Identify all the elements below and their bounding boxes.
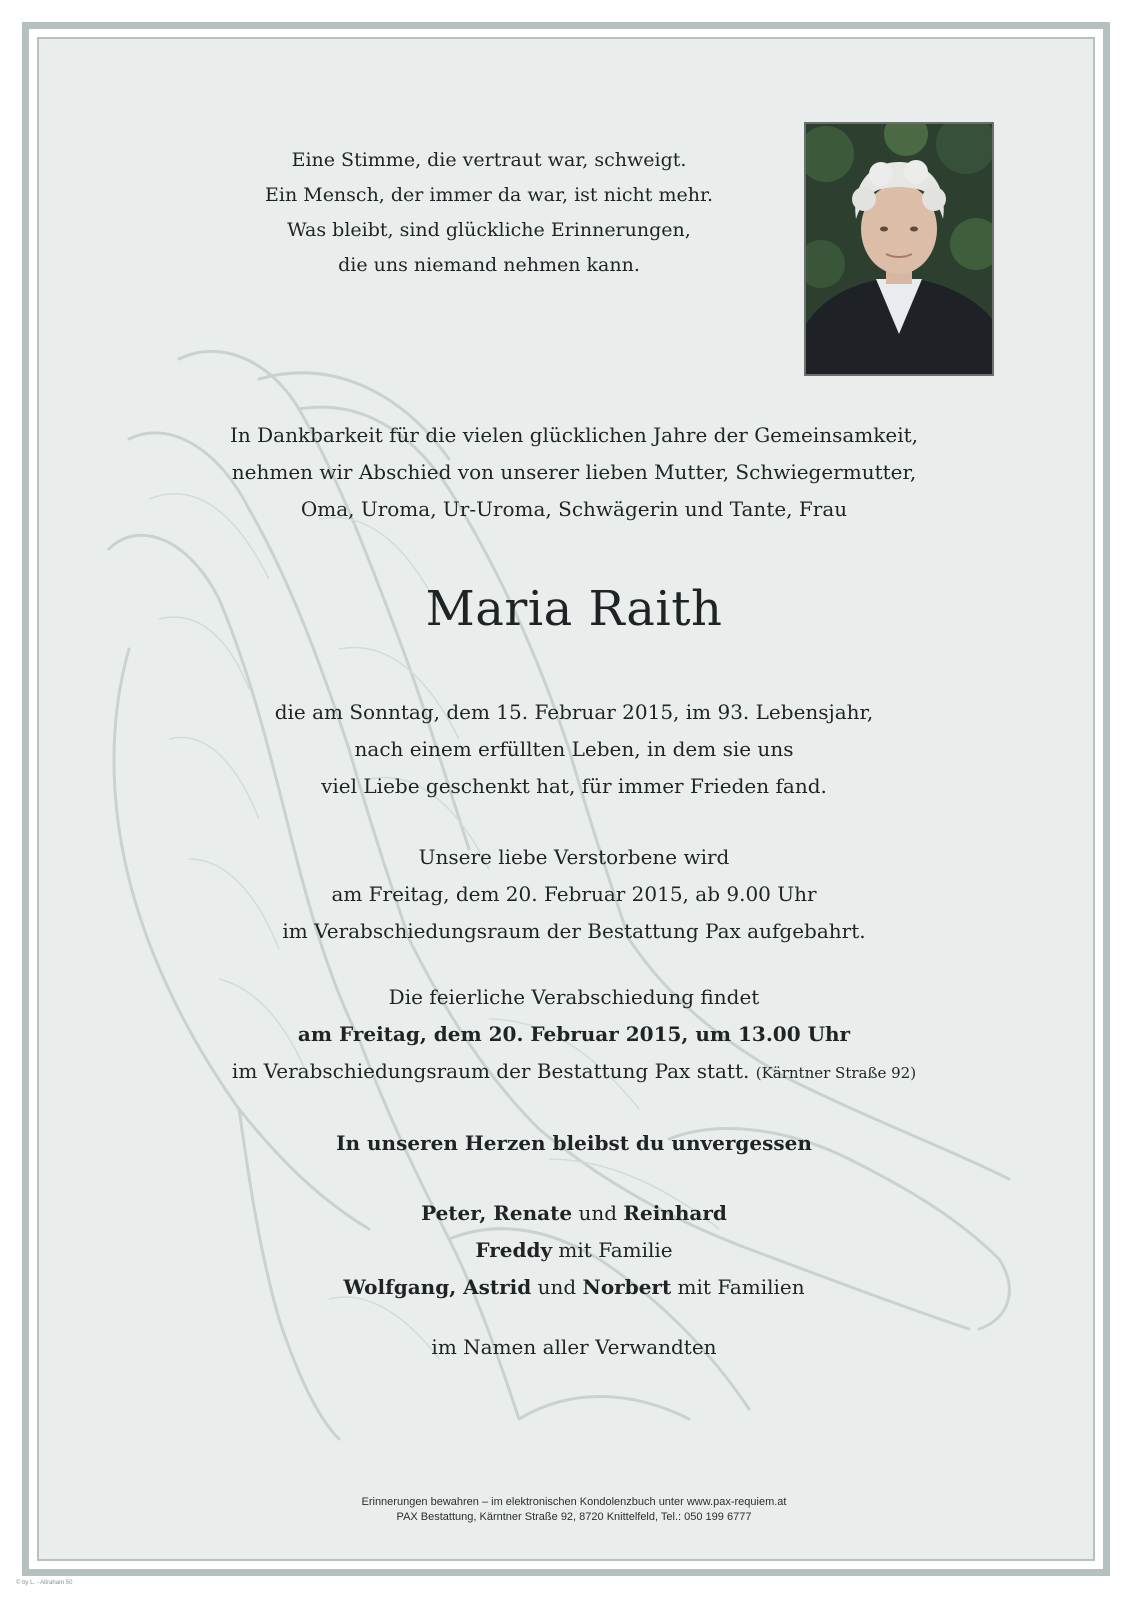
family-separator: und — [531, 1275, 583, 1299]
verse-line: Ein Mensch, der immer da war, ist nicht mehr. — [265, 184, 713, 206]
footer-line: PAX Bestattung, Kärntner Straße 92, 8720 Knittelfeld, Tel.: 050 199 6777 — [396, 1511, 752, 1523]
verse-line: Eine Stimme, die vertraut war, schweigt. — [291, 149, 687, 171]
death-notice — [39, 694, 1095, 805]
death-line: nach einem erfüllten Leben, in dem sie uns — [354, 737, 794, 761]
farewell-address: (Kärntner Straße 92) — [755, 1064, 917, 1082]
family-member: Reinhard — [623, 1201, 727, 1225]
family-separator: , — [449, 1275, 464, 1299]
footer — [39, 1495, 1095, 1525]
farewell-location — [39, 1053, 1095, 1092]
family-member: Peter — [421, 1201, 480, 1225]
viewing-line: Unsere liebe Verstorbene wird — [418, 845, 730, 869]
obituary-card — [37, 37, 1095, 1561]
footer-line: Erinnerungen bewahren – im elektronischen Kondolenzbuch unter www.pax-requiem.at — [361, 1496, 787, 1508]
family-member: Astrid — [463, 1275, 532, 1299]
viewing-notice — [39, 839, 1095, 950]
verse-line: Was bleibt, sind glückliche Erinnerungen, — [287, 219, 691, 241]
motto: In unseren Herzen bleibst du unvergessen — [336, 1131, 812, 1155]
farewell-location-text: im Verabschiedungsraum der Bestattung Pax statt. — [231, 1059, 750, 1083]
portrait-photo — [804, 122, 994, 376]
family-names — [39, 1195, 1095, 1306]
family-row — [39, 1195, 1095, 1232]
portrait-image — [806, 124, 992, 374]
family-member: Norbert — [582, 1275, 672, 1299]
intro-text — [39, 417, 1095, 528]
viewing-line: im Verabschiedungsraum der Bestattung Pax aufgebahrt. — [282, 919, 866, 943]
family-member: Renate — [493, 1201, 573, 1225]
verse-line: die uns niemand nehmen kann. — [338, 254, 640, 276]
outer-frame — [22, 22, 1110, 1576]
death-line: viel Liebe geschenkt hat, für immer Frieden fand. — [321, 774, 827, 798]
intro-line: nehmen wir Abschied von unserer lieben Mutter, Schwiegermutter, — [231, 460, 917, 484]
intro-line: In Dankbarkeit für die vielen glücklichen Jahre der Gemeinsamkeit, — [230, 423, 918, 447]
family-separator: , — [479, 1201, 494, 1225]
family-row — [39, 1269, 1095, 1306]
viewing-line: am Freitag, dem 20. Februar 2015, ab 9.00 Uhr — [331, 882, 817, 906]
opening-verse — [189, 143, 789, 283]
family-member: Wolfgang — [343, 1275, 450, 1299]
family-separator: und — [572, 1201, 624, 1225]
family-suffix: mit Familie — [552, 1238, 673, 1262]
relatives-line: im Namen aller Verwandten — [431, 1335, 717, 1359]
death-line: die am Sonntag, dem 15. Februar 2015, im 93. Lebensjahr, — [274, 700, 874, 724]
family-suffix: mit Familien — [671, 1275, 805, 1299]
intro-line: Oma, Uroma, Ur-Uroma, Schwägerin und Tante, Frau — [300, 497, 848, 521]
family-row — [39, 1232, 1095, 1269]
deceased-name: Maria Raith — [425, 581, 723, 637]
image-credit: © by L. - Altraham 50 — [16, 1580, 73, 1586]
family-member: Freddy — [475, 1238, 553, 1262]
farewell-datetime: am Freitag, dem 20. Februar 2015, um 13.00 Uhr — [297, 1022, 851, 1046]
farewell-line: Die feierliche Verabschiedung findet — [388, 985, 760, 1009]
farewell-notice — [39, 979, 1095, 1092]
